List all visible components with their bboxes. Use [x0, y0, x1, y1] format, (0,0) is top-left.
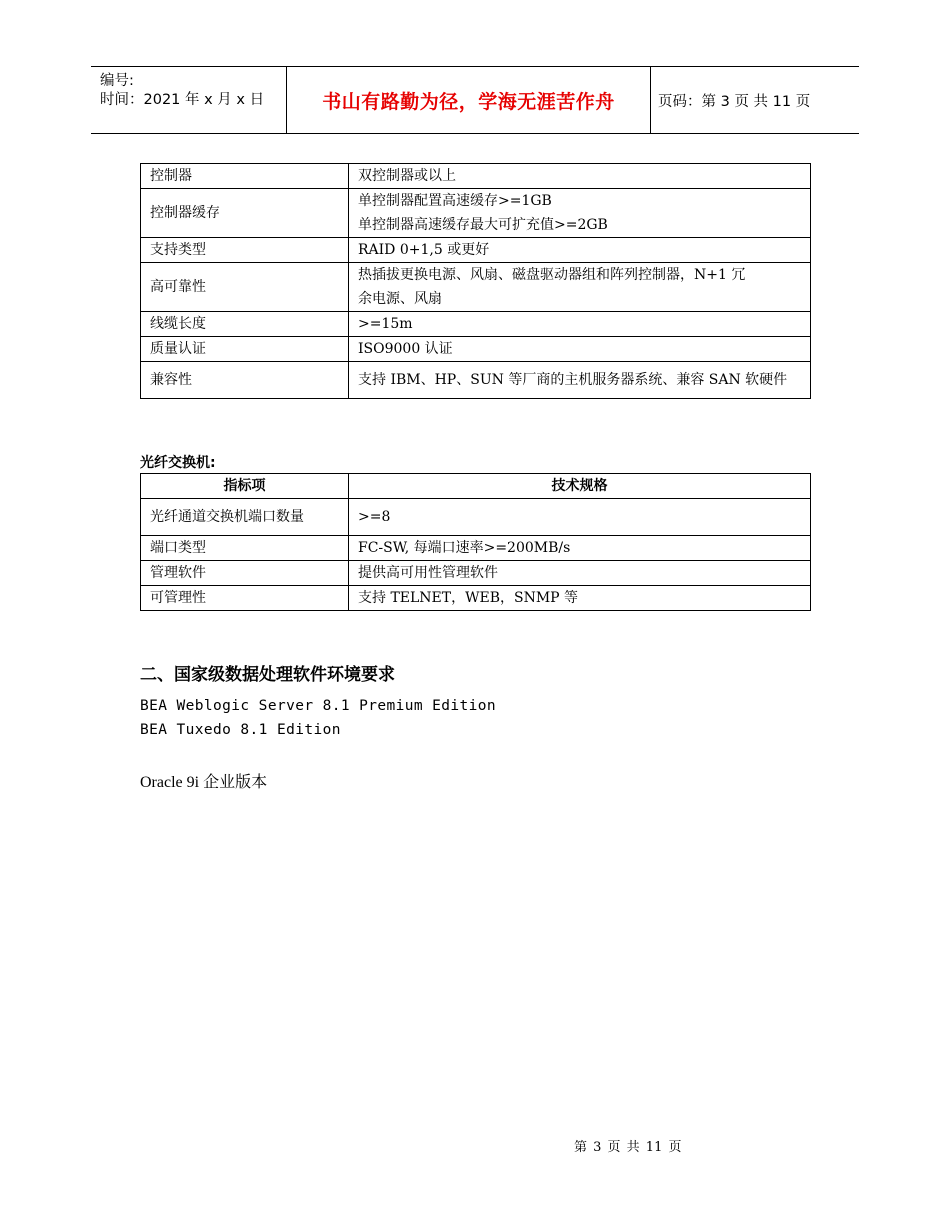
spec-value: >=15m [349, 312, 811, 337]
switch-spec-table [140, 473, 811, 611]
spec-value: 双控制器或以上 [349, 164, 811, 189]
table-row [141, 561, 811, 586]
document-date: 时间：2021 年 x 月 x 日 [100, 92, 265, 108]
spec-item: 控制器缓存 [141, 189, 349, 238]
software-line: Oracle 9i 企业版本 [140, 774, 268, 791]
section-heading: 二、国家级数据处理软件环境要求 [140, 665, 395, 685]
document-number: 编号: [100, 73, 134, 89]
spec-value: RAID 0+1,5 或更好 [349, 238, 811, 263]
spec-value-line: 余电源、风扇 [358, 291, 442, 307]
header-motto-cell [286, 67, 651, 133]
table-row [141, 238, 811, 263]
switch-section-label: 光纤交换机: [140, 455, 216, 471]
table-row [141, 586, 811, 611]
spec-item: 可管理性 [141, 586, 349, 611]
header-motto: 书山有路勤为径，学海无涯苦作舟 [322, 90, 615, 113]
spec-item: 支持类型 [141, 238, 349, 263]
spec-value: 支持 IBM、HP、SUN 等厂商的主机服务器系统、兼容 SAN 软硬件 [349, 362, 811, 399]
storage-spec-table [140, 163, 811, 399]
spec-item: 线缆长度 [141, 312, 349, 337]
spec-item: 质量认证 [141, 337, 349, 362]
spec-item: 端口类型 [141, 536, 349, 561]
column-header: 指标项 [141, 474, 349, 499]
header-meta [91, 67, 286, 133]
spec-value [349, 263, 811, 312]
spec-value-line: 单控制器配置高速缓存>=1GB [358, 193, 552, 209]
header-page-cell [649, 67, 859, 133]
software-line: BEA Weblogic Server 8.1 Premium Edition [140, 698, 497, 714]
spec-item: 兼容性 [141, 362, 349, 399]
table-row [141, 536, 811, 561]
table-row [141, 164, 811, 189]
table-row [141, 362, 811, 399]
table-header-row [141, 474, 811, 499]
spec-value: 提供高可用性管理软件 [349, 561, 811, 586]
table-row [141, 263, 811, 312]
spec-value-line: 单控制器高速缓存最大可扩充值>=2GB [358, 217, 608, 233]
table-row [141, 499, 811, 536]
table-row [141, 189, 811, 238]
header-page-info: 页码：第 3 页 共 11 页 [658, 93, 811, 110]
spec-value: ISO9000 认证 [349, 337, 811, 362]
table-row [141, 312, 811, 337]
page-footer: 第 3 页 共 11 页 [574, 1140, 682, 1155]
spec-value-line: 热插拔更换电源、风扇、磁盘驱动器组和阵列控制器，N+1 冗 [358, 267, 746, 283]
spec-value: FC-SW, 每端口速率>=200MB/s [349, 536, 811, 561]
spec-value [349, 189, 811, 238]
table-row [141, 337, 811, 362]
page-header [91, 66, 859, 134]
spec-item: 控制器 [141, 164, 349, 189]
spec-item: 光纤通道交换机端口数量 [141, 499, 349, 536]
spec-value: 支持 TELNET，WEB，SNMP 等 [349, 586, 811, 611]
column-header: 技术规格 [349, 474, 811, 499]
software-line: BEA Tuxedo 8.1 Edition [140, 722, 341, 738]
spec-item: 管理软件 [141, 561, 349, 586]
spec-value: >=8 [349, 499, 811, 536]
spec-item: 高可靠性 [141, 263, 349, 312]
